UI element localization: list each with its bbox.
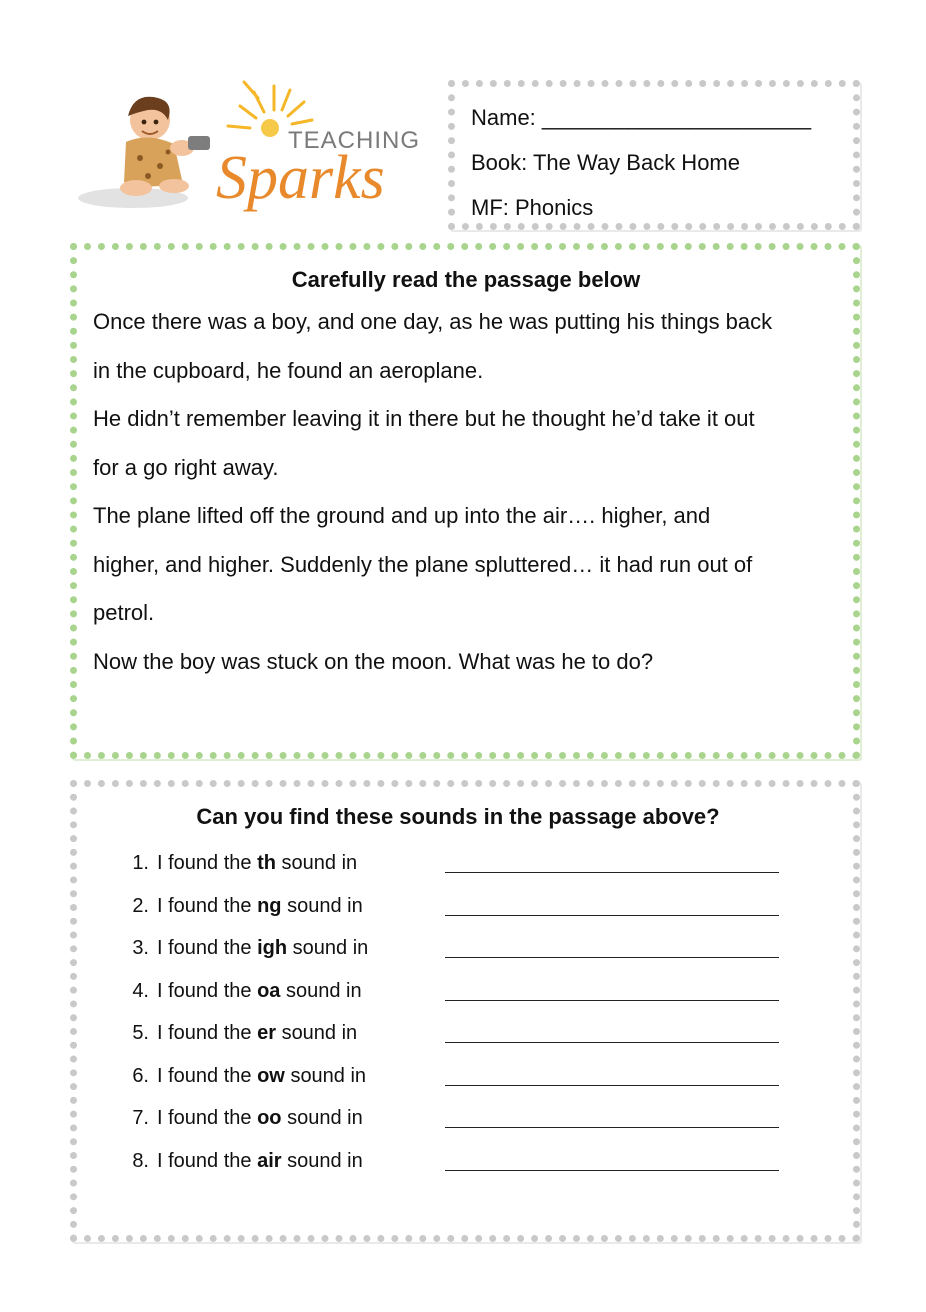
passage-line: higher, and higher. Suddenly the plane spluttered… it had run out of	[93, 551, 753, 577]
item-suffix: sound in	[292, 937, 369, 959]
item-prefix: I found the	[157, 1022, 252, 1044]
item-prefix: I found the	[157, 979, 252, 1002]
passage-line: Now the boy was stuck on the moon. What was he to do?	[93, 648, 654, 674]
item-number: 8.	[132, 1149, 149, 1172]
answer-line[interactable]	[445, 1127, 779, 1128]
answer-line[interactable]	[445, 1085, 779, 1086]
book-line: Book: The Way Back Home	[471, 150, 740, 175]
sound-item	[77, 1062, 839, 1105]
sound-name: igh	[257, 937, 288, 959]
item-number: 3.	[132, 937, 149, 959]
item-text	[157, 934, 368, 962]
name-line[interactable]: Name: ______________________	[471, 105, 812, 130]
sound-item	[77, 1147, 839, 1190]
item-suffix: sound in	[286, 979, 362, 1002]
sound-name: air	[257, 1149, 282, 1172]
item-number: 1.	[132, 852, 149, 874]
sound-name: oa	[257, 979, 281, 1002]
sound-list	[77, 849, 839, 1189]
answer-line[interactable]	[445, 872, 779, 873]
item-text	[157, 849, 357, 877]
item-number: 6.	[132, 1064, 149, 1087]
item-number: 4.	[132, 979, 149, 1002]
sound-name: oo	[257, 1107, 282, 1129]
item-prefix: I found the	[157, 1064, 252, 1087]
item-text	[157, 1062, 366, 1090]
brand-bottom-text: Sparks	[216, 144, 385, 212]
sound-name: er	[257, 1022, 276, 1044]
item-text	[157, 1147, 363, 1175]
item-prefix: I found the	[157, 1107, 252, 1129]
item-suffix: sound in	[290, 1064, 367, 1087]
sounds-title: Can you find these sounds in the passage above?	[196, 804, 720, 829]
passage-line: Once there was a boy, and one day, as he was putting his things back	[93, 309, 773, 334]
answer-line[interactable]	[445, 915, 779, 916]
answer-line[interactable]	[445, 1000, 779, 1001]
item-text	[157, 1019, 357, 1047]
item-number: 7.	[132, 1107, 149, 1129]
item-suffix: sound in	[287, 1149, 363, 1172]
passage-line: for a go right away.	[93, 454, 279, 480]
item-suffix: sound in	[287, 894, 363, 917]
passage-text	[93, 298, 839, 686]
cave-boy-illustration	[120, 97, 210, 196]
item-prefix: I found the	[157, 937, 252, 959]
answer-line[interactable]	[445, 1170, 779, 1171]
mf-line: MF: Phonics	[471, 195, 594, 220]
sound-name: ng	[257, 894, 282, 917]
passage-line: He didn’t remember leaving it in there but he thought he’d take it out	[93, 406, 755, 431]
item-prefix: I found the	[157, 894, 252, 917]
passage-box	[70, 243, 860, 759]
sound-item	[77, 1019, 839, 1062]
item-suffix: sound in	[287, 1107, 363, 1129]
sound-item	[77, 1104, 839, 1147]
brand-top-text: TEACHING	[288, 127, 421, 154]
passage-title: Carefully read the passage below	[291, 267, 641, 292]
student-info-box	[448, 80, 860, 230]
item-number: 5.	[132, 1022, 149, 1044]
sound-item	[77, 849, 839, 892]
answer-line[interactable]	[445, 1042, 779, 1043]
sound-name: th	[257, 852, 276, 874]
sound-name: ow	[257, 1064, 285, 1087]
answer-line[interactable]	[445, 957, 779, 958]
sound-item	[77, 977, 839, 1020]
sound-item	[77, 892, 839, 935]
passage-line: in the cupboard, he found an aeroplane.	[93, 357, 484, 383]
item-prefix: I found the	[157, 1149, 252, 1172]
passage-line: The plane lifted off the ground and up into the air…. higher, and	[93, 503, 711, 528]
item-text	[157, 1104, 363, 1132]
item-suffix: sound in	[281, 1022, 358, 1044]
teaching-sparks-logo	[78, 80, 440, 220]
sounds-box	[70, 780, 860, 1242]
item-number: 2.	[132, 894, 149, 917]
item-suffix: sound in	[281, 852, 358, 874]
item-prefix: I found the	[157, 852, 252, 874]
sound-item	[77, 934, 839, 977]
item-text	[157, 977, 362, 1005]
passage-line: petrol.	[93, 600, 155, 625]
item-text	[157, 892, 363, 920]
